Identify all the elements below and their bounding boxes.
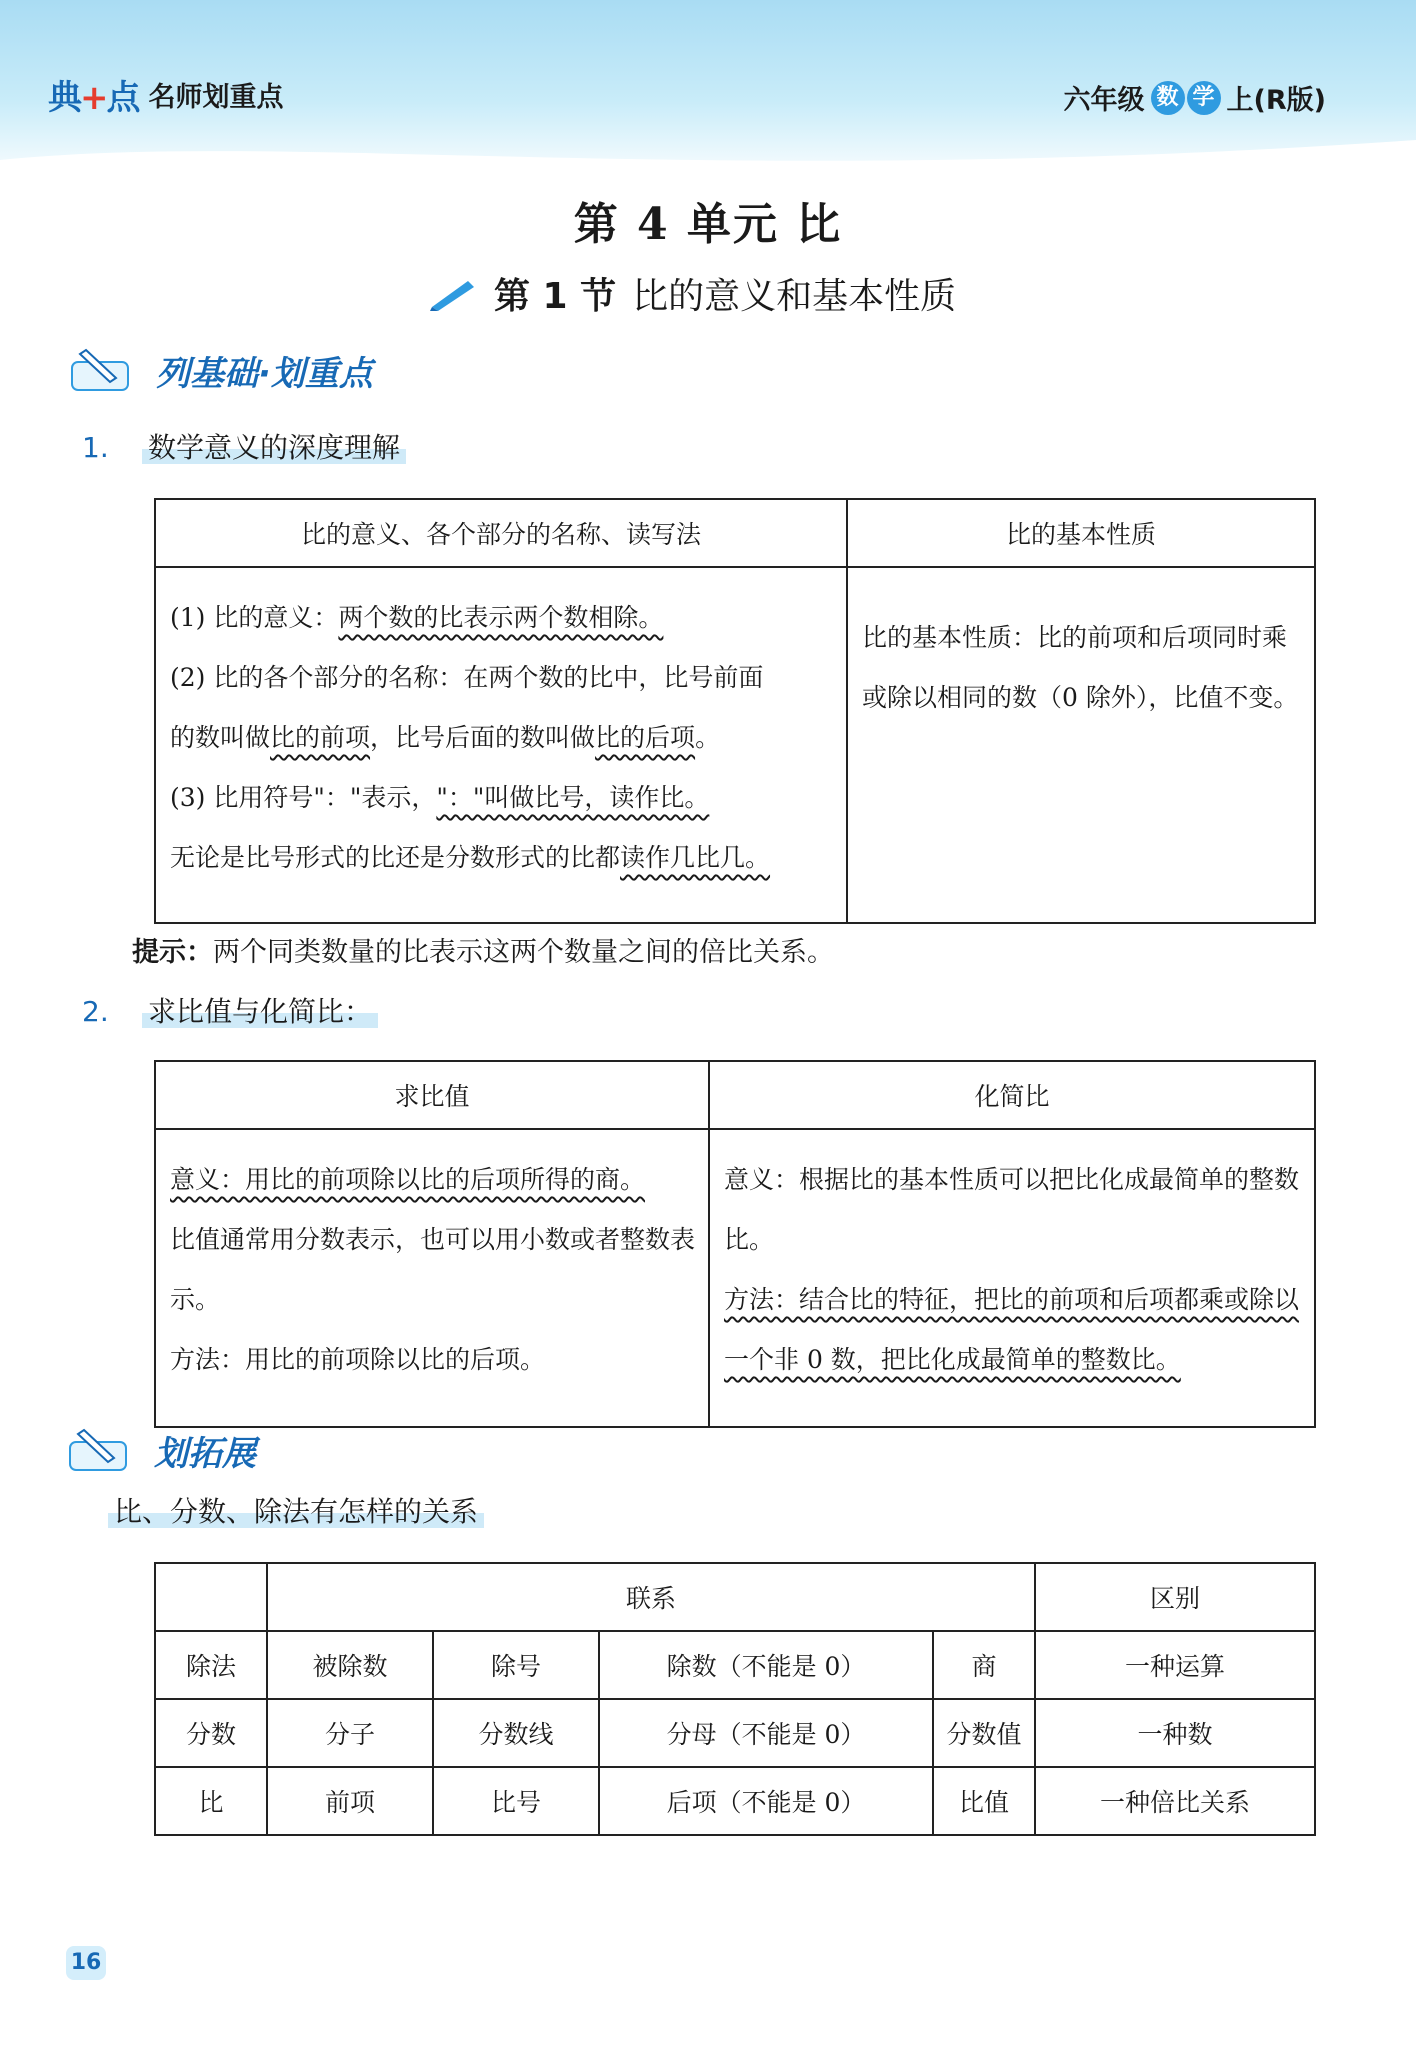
header-wave-decoration [0, 120, 1416, 185]
item-3-title: 比、分数、除法有怎样的关系 [108, 1495, 484, 1528]
pen-icon [428, 277, 478, 311]
tip-note: 提示：两个同类数量的比表示这两个数量之间的倍比关系。 [132, 937, 834, 968]
pencil-note-icon [64, 1424, 142, 1476]
series-name: 名师划重点 [148, 82, 284, 113]
ratio-value-left-cell: 意义：用比的前项除以比的后项所得的商。 比值通常用分数表示，也可以用小数或者整数表示。 方法：用比的前项除以比的后项。 [155, 1129, 709, 1427]
banner-basics [66, 344, 373, 396]
page-header [0, 0, 1416, 185]
relation-header-diff: 区别 [1035, 1563, 1315, 1631]
ratio-value-header-left: 求比值 [155, 1061, 709, 1129]
grade-text: 六年级 [1063, 85, 1145, 116]
relation-table-corner [155, 1563, 267, 1631]
banner-basics-text: 列基础·划重点 [156, 353, 373, 394]
grade-subject-label [1064, 78, 1326, 117]
table-row: 比 前项 比号 后项（不能是 0） 比值 一种倍比关系 [155, 1767, 1315, 1835]
table-row: 分数 分子 分数线 分母（不能是 0） 分数值 一种数 [155, 1699, 1315, 1767]
pencil-note-icon [66, 344, 144, 396]
unit-title: 第 4 单元 比 [573, 199, 843, 250]
meaning-table-header-left: 比的意义、各个部分的名称、读写法 [155, 499, 847, 567]
subject-badge: 数 学 [1151, 81, 1221, 115]
brand-logo [48, 70, 284, 119]
banner-extension [64, 1424, 256, 1476]
meaning-table-right-cell: 比的基本性质：比的前项和后项同时乘或除以相同的数（0 除外），比值不变。 [847, 567, 1315, 923]
item-2-heading: 2. 求比值与化简比： [82, 990, 378, 1030]
item-1-title: 数学意义的深度理解 [142, 431, 406, 464]
meaning-table-header-right: 比的基本性质 [847, 499, 1315, 567]
section-name: 比的意义和基本性质 [632, 276, 957, 317]
edition-text: 上(R版) [1226, 85, 1326, 116]
section-number: 第 1 节 [494, 276, 617, 317]
meaning-table-left-cell: (1) 比的意义：两个数的比表示两个数相除。 (2) 比的各个部分的名称：在两个数的比中，比号前面 的数叫做比的前项，比号后面的数叫做比的后项。 (3) 比用符号"："表示，"："叫做比号，读作比。 无论是比号形式的比还是分数形式的比都读作几比几。 [155, 567, 847, 923]
page-number: 16 [66, 1946, 106, 1980]
ratio-value-right-cell: 意义：根据比的基本性质可以把比化成最简单的整数比。 方法：结合比的特征，把比的前项和后项都乘或除以一个非 0 数，把比化成最简单的整数比。 [709, 1129, 1315, 1427]
relation-table [154, 1562, 1316, 1836]
ratio-value-table [154, 1060, 1316, 1428]
item-1-heading: 1. 数学意义的深度理解 [82, 426, 406, 466]
relation-header-link: 联系 [267, 1563, 1035, 1631]
item-3-heading [108, 1490, 484, 1530]
ratio-value-header-right: 化简比 [709, 1061, 1315, 1129]
logo-mark: 典+点 [48, 78, 139, 118]
item-2-title: 求比值与化简比： [142, 995, 378, 1028]
meaning-table [154, 498, 1316, 924]
section-title [428, 268, 956, 319]
banner-extension-text: 划拓展 [154, 1433, 256, 1474]
table-row: 除法 被除数 除号 除数（不能是 0） 商 一种运算 [155, 1631, 1315, 1699]
